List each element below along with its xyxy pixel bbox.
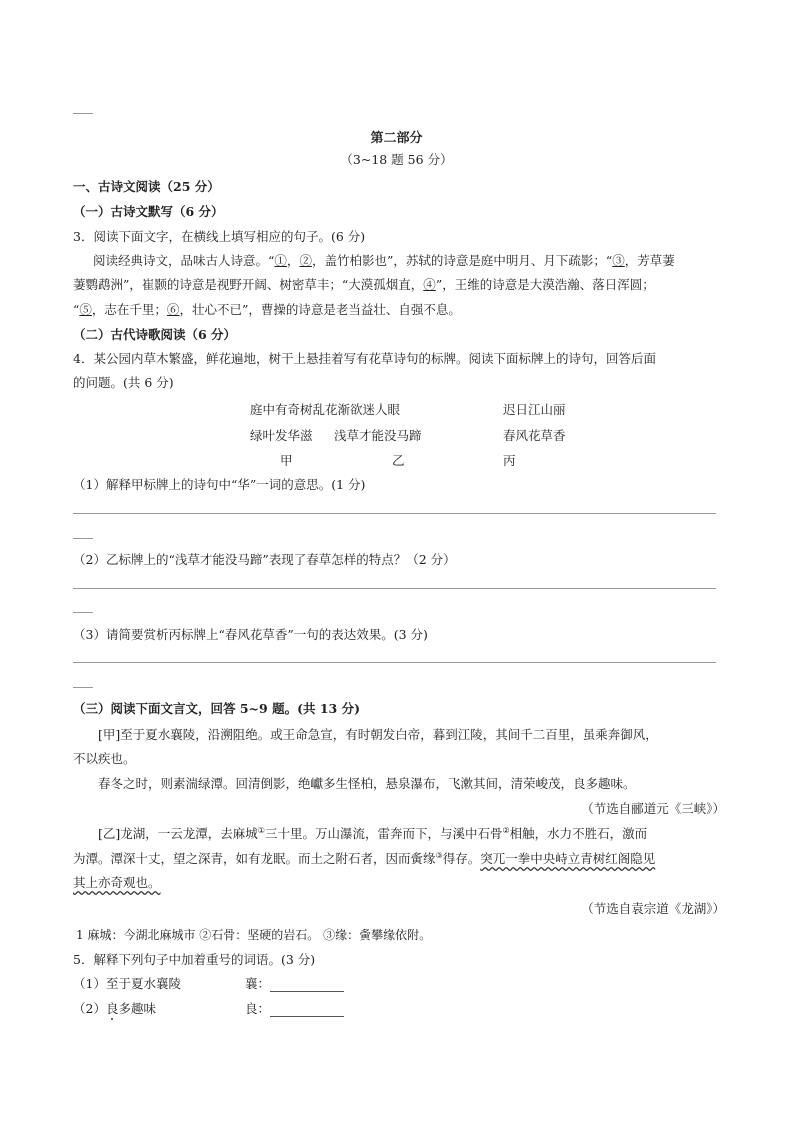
blank-marker: ① (274, 253, 287, 268)
sign-label-c: 丙 (503, 453, 516, 468)
question-3-stem: 3．阅读下面文字，在横线上填写相应的句子。(6 分) (73, 229, 366, 244)
passage-source: （节选自郦道元《三峡》） (581, 801, 725, 816)
blank-marker: ③ (612, 253, 625, 268)
question-3-line: 萋鹦鹉洲”，崔颢的诗意是视野开阔、树密草丰；“大漠孤烟直，④”，王维的诗意是大漠浩瀚、落日浑圆； (73, 277, 655, 292)
score-range: （3~18 题 56 分） (340, 152, 453, 167)
section-heading: 一、古诗文阅读（25 分） (73, 179, 220, 194)
footnotes: 1 麻城：今湖北麻城市 ②石骨：坚硬的岩石。 ③缘：夤攀缘依附。 (76, 928, 432, 942)
passage-yi: [乙]龙湖，一云龙潭，去麻城①三十里。万山瀑流，雷奔而下，与溪中石骨②相触，水力不胜石，激而 (98, 825, 648, 841)
passage-yi: 为潭。潭深十丈，望之深青，如有龙眠。而土之附石者，因而夤缘③得存。突兀一拳中央峙立青树红阁隐见 (73, 850, 656, 866)
question-3-line: 阅读经典诗文，品味古人诗意。“①，②，盖竹柏影也”，苏轼的诗意是庭中明月、月下疏影；“③，芳草萋 (93, 253, 675, 268)
answer-line-end (73, 687, 93, 688)
passage-yi (73, 873, 161, 891)
footnote-marker: ③ (435, 850, 443, 860)
answer-line[interactable] (73, 662, 716, 663)
blank-marker: ⑤ (79, 302, 92, 317)
sign-label-b: 乙 (392, 453, 405, 468)
sign-a-line: 绿叶发华滋 (250, 428, 313, 443)
question-4-stem: 的问题。(共 6 分) (73, 375, 174, 390)
passage-source: （节选自袁宗道《龙湖》） (581, 901, 725, 916)
footnote-marker: ① (257, 825, 265, 835)
question-5-stem: 5．解释下列句子中加着重号的词语。(3 分) (73, 952, 316, 967)
sign-b-line: 浅草才能没马蹄 (334, 428, 422, 443)
sign-c-line: 迟日江山丽 (503, 402, 566, 417)
subsection-heading: （一）古诗文默写（6 分） (73, 204, 224, 219)
question-4-1: （1）解释甲标牌上的诗句中“华”一词的意思。(1 分) (73, 477, 366, 492)
top-margin-mark (73, 113, 93, 114)
sign-label-a: 甲 (280, 453, 293, 468)
answer-line-end (73, 612, 93, 613)
subsection-heading: （二）古代诗歌阅读（6 分） (73, 327, 237, 342)
answer-blank[interactable] (270, 1004, 344, 1017)
passage-jia: 春冬之时，则素湍绿潭。回清倒影，绝巘多生怪柏，悬泉瀑布，飞漱其间，清荣峻茂，良多趣味。 (98, 776, 636, 791)
emphasis-dot-char: 良 (105, 1001, 119, 1016)
passage-jia: [甲]至于夏水襄陵，沿溯阻绝。或王命急宣，有时朝发白帝，暮到江陵，其间千二百里，虽乘奔御风， (98, 727, 658, 742)
answer-line-end (73, 538, 93, 539)
wavy-underlined-sentence: 其上亦奇观也。 (73, 875, 161, 890)
question-5-1: （1）至于夏水襄陵 (73, 976, 181, 991)
wavy-underlined-sentence: 突兀一拳中央峙立青树红阁隐见 (480, 851, 656, 866)
question-4-3: （3）请简要赏析丙标牌上“春风花草香”一句的表达效果。(3 分) (73, 627, 428, 642)
question-5-2: （2）良多趣味 (73, 1001, 156, 1016)
answer-blank[interactable] (270, 979, 344, 992)
answer-line[interactable] (73, 588, 716, 589)
blank-marker: ⑥ (166, 302, 180, 317)
page-title: 第二部分 (370, 131, 423, 146)
question-5-2-answer: 良： (245, 999, 344, 1017)
answer-line[interactable] (73, 513, 716, 514)
sign-c-line: 春风花草香 (503, 428, 566, 443)
passage-jia: 不以疾也。 (73, 751, 136, 766)
question-3-line: “⑤，志在千里；⑥，壮心不已”，曹操的诗意是老当益壮、自强不息。 (73, 302, 461, 317)
question-4-stem: 4．某公园内草木繁盛，鲜花遍地，树干上悬挂着写有花草诗句的标牌。阅读下面标牌上的诗句，回答后面 (73, 351, 656, 366)
blank-marker: ④ (423, 277, 436, 292)
blank-marker: ② (299, 253, 312, 268)
question-5-1-answer: 襄： (245, 974, 344, 992)
subsection-heading: （三）阅读下面文言文，回答 5~9 题。(共 13 分) (73, 701, 361, 716)
question-4-2: （2）乙标牌上的“浅草才能没马蹄”表现了春草怎样的特点？（2 分） (73, 552, 456, 567)
sign-a-line: 庭中有奇树乱花渐欲迷人眼 (250, 402, 401, 417)
footnote-marker: ② (502, 825, 510, 835)
